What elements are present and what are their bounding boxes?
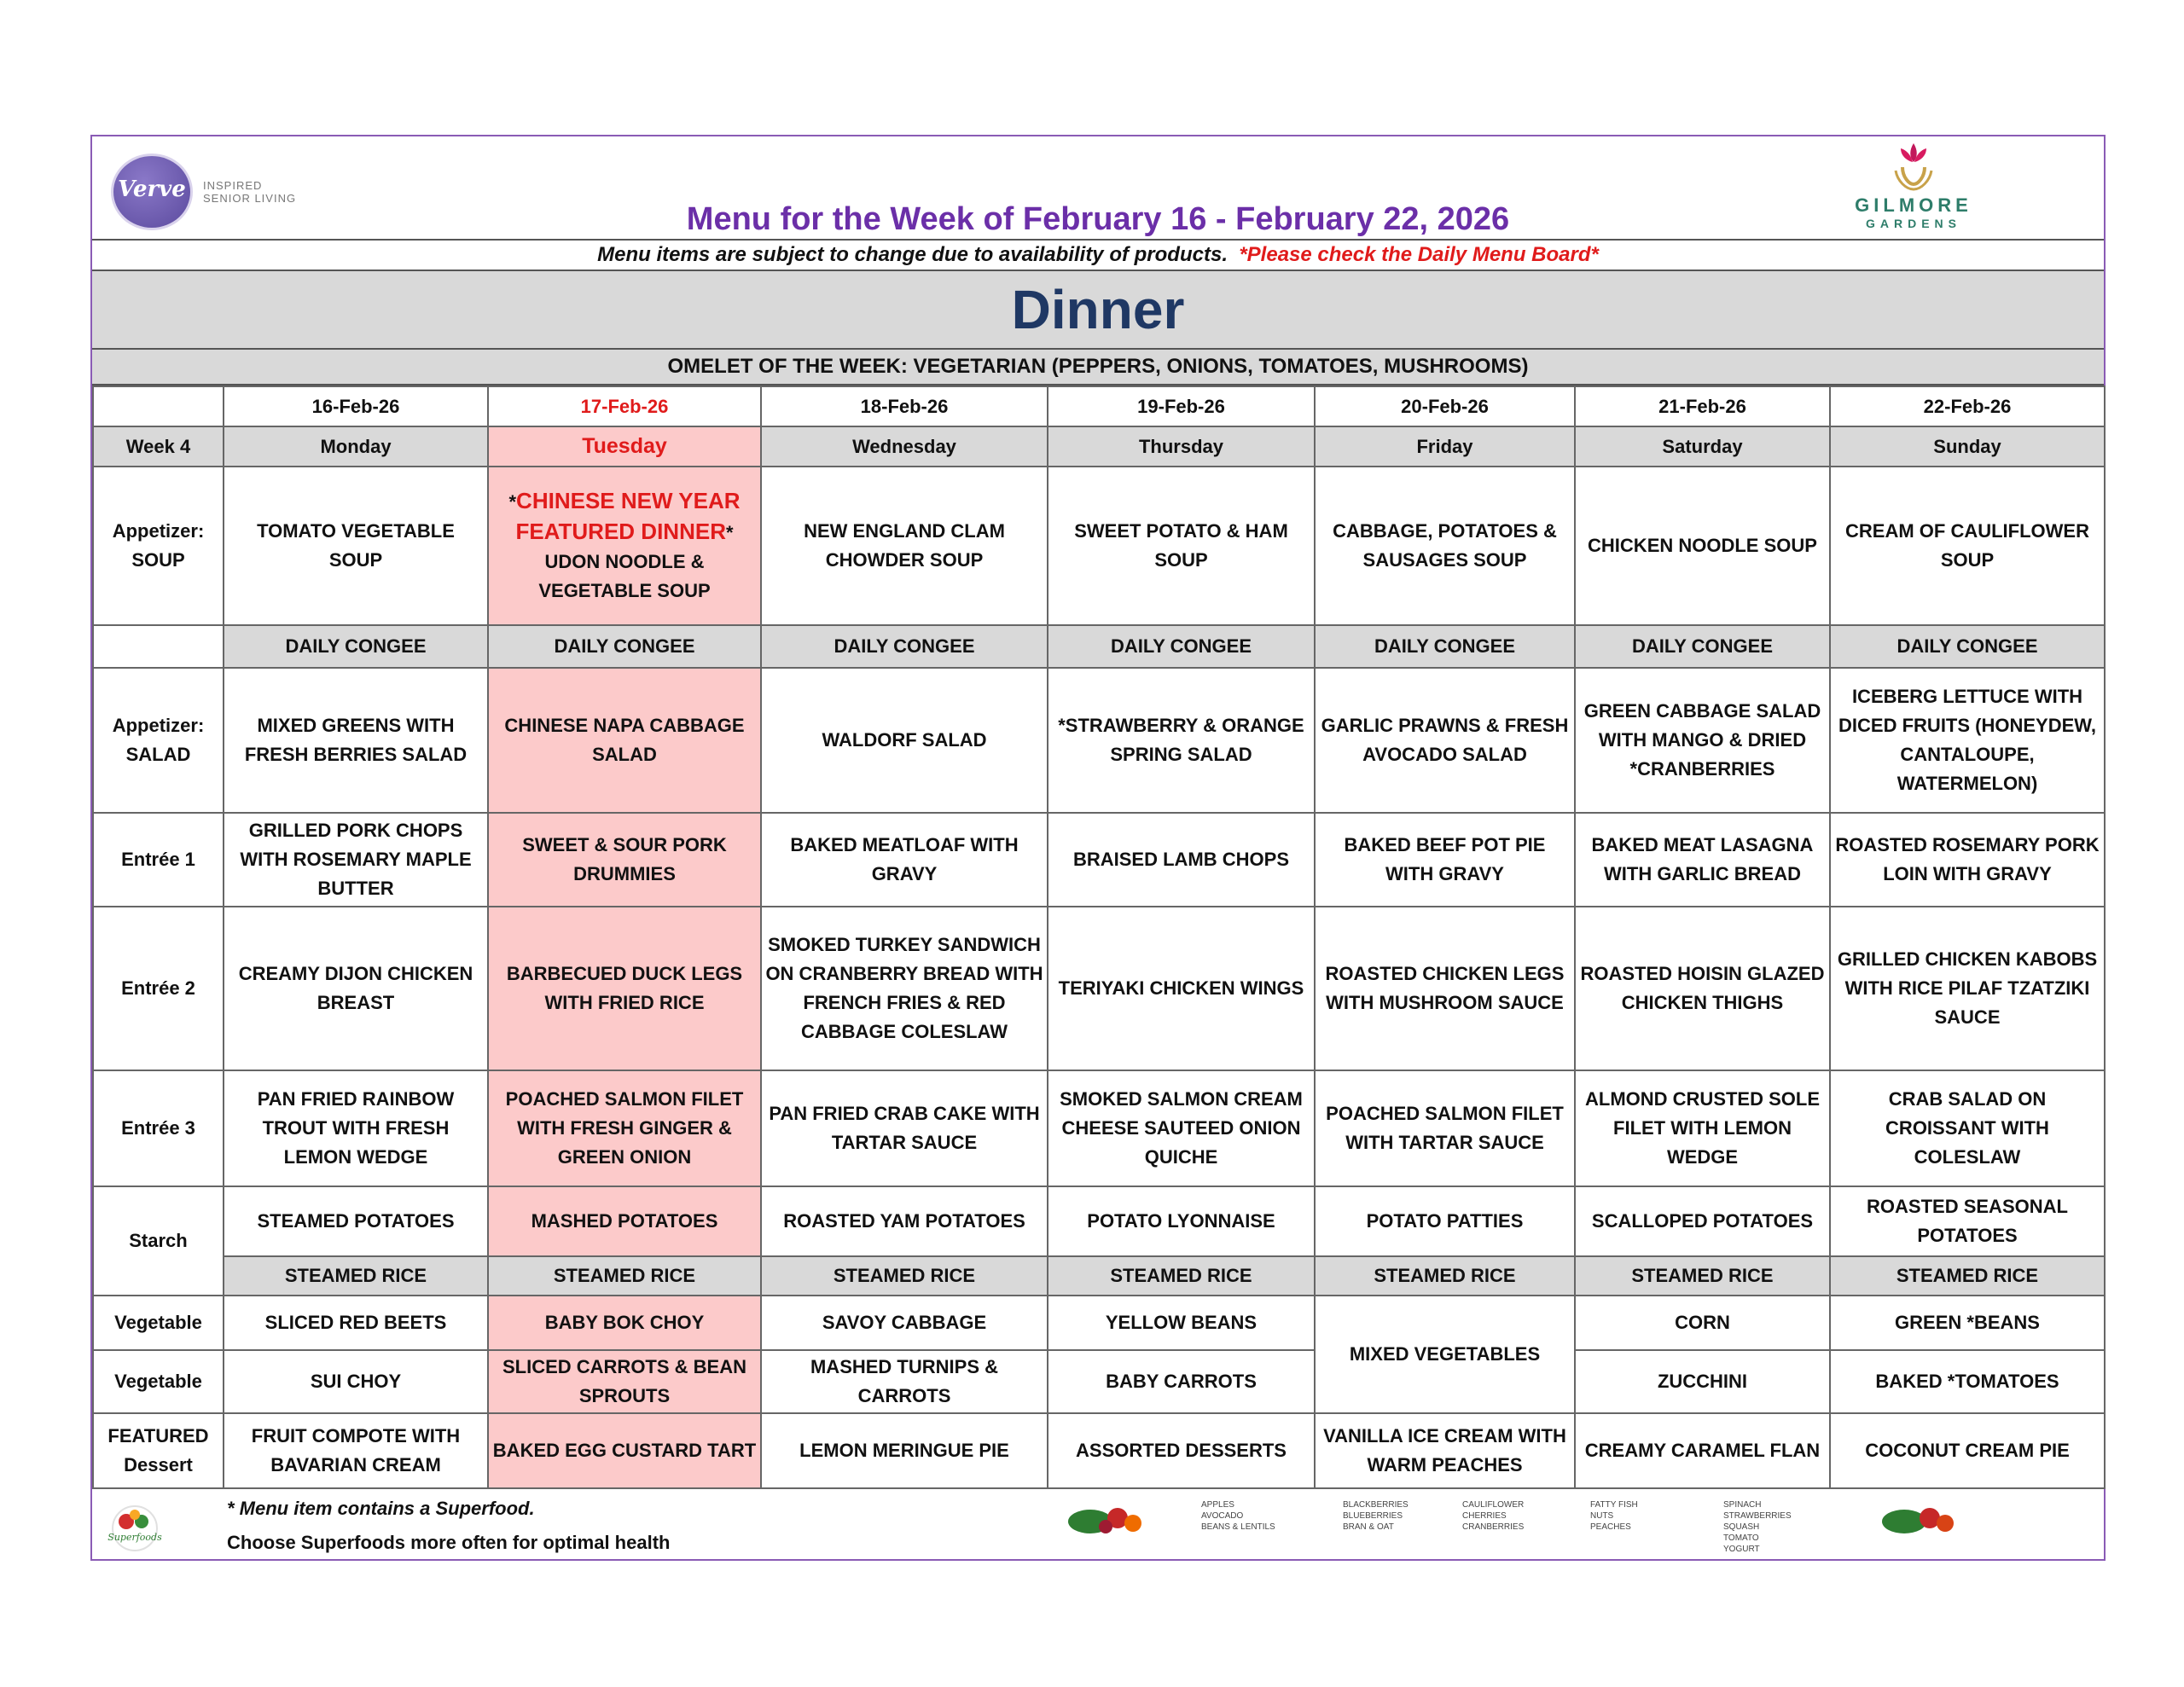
menu-item: SLICED CARROTS & BEAN SPROUTS — [488, 1350, 761, 1413]
menu-item: SMOKED SALMON CREAM CHEESE SAUTEED ONION QUICHE — [1048, 1070, 1315, 1186]
vegetables-image — [1065, 1501, 1159, 1539]
menu-item: VANILLA ICE CREAM WITH WARM PEACHES — [1315, 1413, 1575, 1488]
superfood-list: CAULIFLOWER CHERRIES CRANBERRIES — [1462, 1500, 1525, 1532]
menu-item: SWEET & SOUR PORK DRUMMIES — [488, 813, 761, 907]
day-cell: Wednesday — [761, 426, 1048, 467]
menu-item: BAKED MEATLOAF WITH GRAVY — [761, 813, 1048, 907]
menu-item: STEAMED RICE — [1830, 1256, 2105, 1296]
menu-item: CREAMY CARAMEL FLAN — [1575, 1413, 1830, 1488]
menu-item: MASHED POTATOES — [488, 1186, 761, 1256]
daily-board-notice: *Please check the Daily Menu Board* — [1239, 243, 1599, 266]
omelet-of-week: OMELET OF THE WEEK: VEGETARIAN (PEPPERS, ONIONS, TOMATOES, MUSHROOMS) — [92, 350, 2104, 386]
menu-item: STEAMED RICE — [761, 1256, 1048, 1296]
menu-item: ASSORTED DESSERTS — [1048, 1413, 1315, 1488]
menu-item: ALMOND CRUSTED SOLE FILET WITH LEMON WEDGE — [1575, 1070, 1830, 1186]
superfood-tip: Choose Superfoods more often for optimal health — [227, 1532, 671, 1553]
entree1-row — [93, 813, 2105, 907]
day-cell: Friday — [1315, 426, 1575, 467]
date-cell: 17-Feb-26 — [488, 386, 761, 426]
menu-item: STEAMED POTATOES — [224, 1186, 488, 1256]
gilmore-logo-name: GILMORE — [1855, 194, 1972, 216]
vegetable2-row — [93, 1350, 2105, 1413]
menu-item: ROASTED HOISIN GLAZED CHICKEN THIGHS — [1575, 907, 1830, 1070]
superfood-list: FATTY FISH NUTS PEACHES — [1590, 1500, 1638, 1532]
week-label: Week 4 — [93, 426, 224, 467]
superfood-note: * Menu item contains a Superfood. — [227, 1498, 535, 1519]
menu-sheet — [90, 135, 2106, 1561]
row-label: Starch — [93, 1186, 224, 1296]
row-label: Vegetable — [93, 1296, 224, 1350]
menu-item: STEAMED RICE — [224, 1256, 488, 1296]
menu-item: STEAMED RICE — [488, 1256, 761, 1296]
menu-item: BAKED BEEF POT PIE WITH GRAVY — [1315, 813, 1575, 907]
vegetable1-row — [93, 1296, 2105, 1350]
superfood-list: APPLES AVOCADO BEANS & LENTILS — [1201, 1500, 1275, 1532]
date-cell: 16-Feb-26 — [224, 386, 488, 426]
menu-item: DAILY CONGEE — [1315, 625, 1575, 668]
row-label: FEATURED Dessert — [93, 1413, 224, 1488]
menu-item: COCONUT CREAM PIE — [1830, 1413, 2105, 1488]
menu-item: DAILY CONGEE — [1830, 625, 2105, 668]
soup-row — [93, 467, 2105, 625]
menu-item: POACHED SALMON FILET WITH FRESH GINGER & GREEN ONION — [488, 1070, 761, 1186]
menu-item: BAKED EGG CUSTARD TART — [488, 1413, 761, 1488]
menu-item: BRAISED LAMB CHOPS — [1048, 813, 1315, 907]
starch-row — [93, 1186, 2105, 1256]
vegetables-image — [1875, 1501, 1969, 1539]
menu-item: PAN FRIED RAINBOW TROUT WITH FRESH LEMON WEDGE — [224, 1070, 488, 1186]
row-label: Appetizer: SALAD — [93, 668, 224, 813]
menu-item: MIXED GREENS WITH FRESH BERRIES SALAD — [224, 668, 488, 813]
menu-item: ROASTED YAM POTATOES — [761, 1186, 1048, 1256]
menu-item: BABY CARROTS — [1048, 1350, 1315, 1413]
menu-item: LEMON MERINGUE PIE — [761, 1413, 1048, 1488]
menu-item: SLICED RED BEETS — [224, 1296, 488, 1350]
menu-item: ICEBERG LETTUCE WITH DICED FRUITS (HONEYDEW, CANTALOUPE, WATERMELON) — [1830, 668, 2105, 813]
menu-item: POTATO PATTIES — [1315, 1186, 1575, 1256]
menu-item: CREAM OF CAULIFLOWER SOUP — [1830, 467, 2105, 625]
menu-item: GREEN *BEANS — [1830, 1296, 2105, 1350]
menu-item: CRAB SALAD ON CROISSANT WITH COLESLAW — [1830, 1070, 2105, 1186]
menu-item: ROASTED CHICKEN LEGS WITH MUSHROOM SAUCE — [1315, 907, 1575, 1070]
dessert-row — [93, 1413, 2105, 1488]
day-cell: Monday — [224, 426, 488, 467]
menu-item: PAN FRIED CRAB CAKE WITH TARTAR SAUCE — [761, 1070, 1048, 1186]
menu-item: STEAMED RICE — [1315, 1256, 1575, 1296]
dates-row — [93, 386, 2105, 426]
row-label: Vegetable — [93, 1350, 224, 1413]
menu-item: YELLOW BEANS — [1048, 1296, 1315, 1350]
menu-item: *STRAWBERRY & ORANGE SPRING SALAD — [1048, 668, 1315, 813]
day-cell: Saturday — [1575, 426, 1830, 467]
menu-item: CREAMY DIJON CHICKEN BREAST — [224, 907, 488, 1070]
menu-item: DAILY CONGEE — [1048, 625, 1315, 668]
day-cell-tuesday: Tuesday — [488, 426, 761, 467]
menu-item-feature: *CHINESE NEW YEAR FEATURED DINNER* UDON NOODLE & VEGETABLE SOUP — [488, 467, 761, 625]
days-row — [93, 426, 2105, 467]
verve-logo: Verve — [111, 154, 193, 230]
menu-item: CHICKEN NOODLE SOUP — [1575, 467, 1830, 625]
menu-table — [92, 386, 2106, 1489]
menu-item: DAILY CONGEE — [1575, 625, 1830, 668]
row-label: Entrée 2 — [93, 907, 224, 1070]
menu-item: MASHED TURNIPS & CARROTS — [761, 1350, 1048, 1413]
gilmore-logo-sub: GARDENS — [1865, 217, 1961, 230]
menu-item: BAKED *TOMATOES — [1830, 1350, 2105, 1413]
entree3-row — [93, 1070, 2105, 1186]
superfoods-logo — [101, 1503, 169, 1556]
menu-item: MIXED VEGETABLES — [1315, 1296, 1575, 1413]
superfood-list: SPINACH STRAWBERRIES SQUASH TOMATO YOGURT — [1723, 1500, 1792, 1554]
menu-item: POTATO LYONNAISE — [1048, 1186, 1315, 1256]
menu-item: SMOKED TURKEY SANDWICH ON CRANBERRY BREAD WITH FRENCH FRIES & RED CABBAGE COLESLAW — [761, 907, 1048, 1070]
menu-item: SWEET POTATO & HAM SOUP — [1048, 467, 1315, 625]
menu-item: ROASTED SEASONAL POTATOES — [1830, 1186, 2105, 1256]
row-label: Appetizer: SOUP — [93, 467, 224, 625]
day-cell: Thursday — [1048, 426, 1315, 467]
menu-item: GARLIC PRAWNS & FRESH AVOCADO SALAD — [1315, 668, 1575, 813]
menu-item: ZUCCHINI — [1575, 1350, 1830, 1413]
menu-item: DAILY CONGEE — [488, 625, 761, 668]
superfood-list: BLACKBERRIES BLUEBERRIES BRAN & OAT — [1343, 1500, 1409, 1532]
menu-item: BABY BOK CHOY — [488, 1296, 761, 1350]
date-cell: 19-Feb-26 — [1048, 386, 1315, 426]
menu-item: CABBAGE, POTATOES & SAUSAGES SOUP — [1315, 467, 1575, 625]
menu-item: DAILY CONGEE — [224, 625, 488, 668]
menu-item: SAVOY CABBAGE — [761, 1296, 1048, 1350]
menu-item: GRILLED CHICKEN KABOBS WITH RICE PILAF TZATZIKI SAUCE — [1830, 907, 2105, 1070]
menu-item: FRUIT COMPOTE WITH BAVARIAN CREAM — [224, 1413, 488, 1488]
svg-text:Superfoods: Superfoods — [107, 1532, 162, 1543]
header — [92, 136, 2104, 241]
menu-item: ROASTED ROSEMARY PORK LOIN WITH GRAVY — [1830, 813, 2105, 907]
menu-item: CHINESE NAPA CABBAGE SALAD — [488, 668, 761, 813]
lotus-logo-icon — [1884, 140, 1943, 191]
availability-notice: Menu items are subject to change due to availability of products. *Please check the Daily Menu Board* — [92, 241, 2104, 271]
menu-item: DAILY CONGEE — [761, 625, 1048, 668]
menu-item: TOMATO VEGETABLE SOUP — [224, 467, 488, 625]
entree2-row — [93, 907, 2105, 1070]
menu-item: SCALLOPED POTATOES — [1575, 1186, 1830, 1256]
cny-feature: CHINESE NEW YEAR FEATURED DINNER — [515, 488, 741, 544]
day-cell: Sunday — [1830, 426, 2105, 467]
rice-row — [93, 1256, 2105, 1296]
menu-item: TERIYAKI CHICKEN WINGS — [1048, 907, 1315, 1070]
menu-item: STEAMED RICE — [1048, 1256, 1315, 1296]
row-label: Entrée 3 — [93, 1070, 224, 1186]
blank-cell — [93, 625, 224, 668]
blank-cell — [93, 386, 224, 426]
menu-item: GRILLED PORK CHOPS WITH ROSEMARY MAPLE BUTTER — [224, 813, 488, 907]
menu-item: SUI CHOY — [224, 1350, 488, 1413]
verve-tagline: INSPIRED SENIOR LIVING — [203, 179, 297, 205]
menu-item: GREEN CABBAGE SALAD WITH MANGO & DRIED *CRANBERRIES — [1575, 668, 1830, 813]
menu-item: BAKED MEAT LASAGNA WITH GARLIC BREAD — [1575, 813, 1830, 907]
menu-item: NEW ENGLAND CLAM CHOWDER SOUP — [761, 467, 1048, 625]
menu-item: POACHED SALMON FILET WITH TARTAR SAUCE — [1315, 1070, 1575, 1186]
menu-item: CORN — [1575, 1296, 1830, 1350]
congee-row — [93, 625, 2105, 668]
salad-row — [93, 668, 2105, 813]
meal-title: Dinner — [92, 271, 2104, 350]
menu-item: WALDORF SALAD — [761, 668, 1048, 813]
date-cell: 20-Feb-26 — [1315, 386, 1575, 426]
footer — [92, 1491, 2104, 1561]
date-cell: 21-Feb-26 — [1575, 386, 1830, 426]
date-cell: 18-Feb-26 — [761, 386, 1048, 426]
page-title: Menu for the Week of February 16 - February 22, 2026 — [686, 201, 1510, 237]
date-cell: 22-Feb-26 — [1830, 386, 2105, 426]
menu-item: STEAMED RICE — [1575, 1256, 1830, 1296]
row-label: Entrée 1 — [93, 813, 224, 907]
menu-item: BARBECUED DUCK LEGS WITH FRIED RICE — [488, 907, 761, 1070]
